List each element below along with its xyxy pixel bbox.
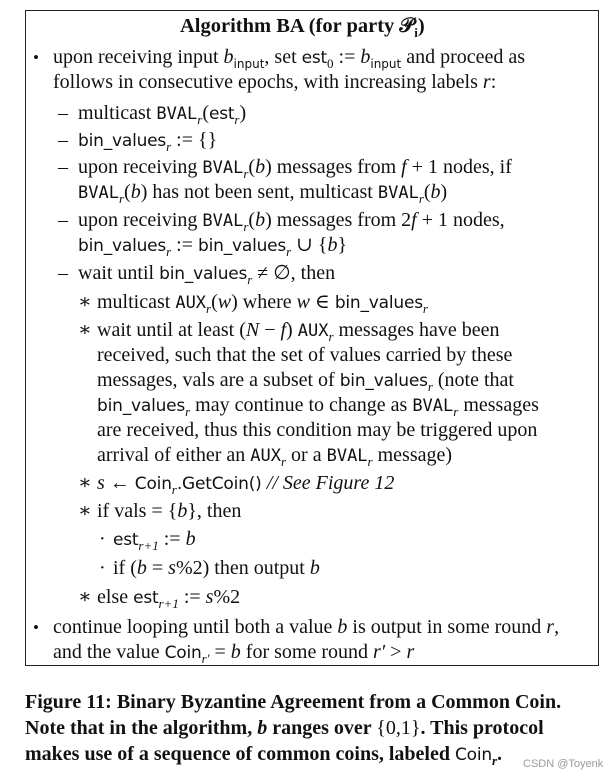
dash-5: – [58, 262, 68, 284]
star-1: ∗ [78, 291, 92, 313]
algo-line-2: follows in consecutive epochs, with increasing labels r: [53, 71, 497, 93]
algo-line-22: continue looping until both a value b is output in some round r, [53, 616, 560, 638]
algo-line-3: multicast $BVAL_r(est_r)$ [78, 102, 247, 127]
star-5: ∗ [78, 586, 92, 608]
algo-line-20: if (b = s%2) then output b [113, 557, 320, 579]
star-2: ∗ [78, 319, 92, 341]
bullet-upon-receiving-input: • [33, 48, 39, 67]
algo-line-13: messages, vals are a subset of bin_values$_r$ (note that [97, 369, 514, 394]
algo-line-15: are received, thus this condition may be triggered upon [97, 419, 538, 441]
algo-line-17: s ← Coin$_r$.GetCoin() // See Figure 12 [97, 472, 395, 497]
figure-caption-line-2: Note that in the algorithm, b ranges over {0,1}. This protocol [25, 717, 544, 739]
algo-line-10: multicast $AUX_r(w)$ where w ∈ bin_values$_r$ [97, 291, 428, 316]
algo-line-4: bin_values$_r$ := {} [78, 129, 218, 154]
star-4: ∗ [78, 500, 92, 522]
algo-line-8: bin_values$_r$ := bin_values$_r$ ∪ {b} [78, 234, 348, 259]
dot-2: · [99, 557, 106, 579]
algo-line-1: upon receiving input $b_{input}$, set est$_0$ := $b_{input}$ and proceed as [53, 46, 526, 71]
bullet-continue-looping: • [33, 618, 39, 637]
dash-4: – [58, 209, 68, 231]
figure-caption-line-3: makes use of a sequence of common coins, labeled Coin$_r$. [25, 743, 503, 768]
dash-1: – [58, 102, 68, 124]
algo-line-5: upon receiving $BVAL_r(b)$ messages from f + 1 nodes, if [78, 156, 512, 181]
dash-2: – [58, 129, 68, 151]
algo-line-12: received, such that the set of values carried by these [97, 344, 513, 366]
algo-line-19: est$_{r+1}$ := b [113, 528, 196, 553]
algo-line-14: bin_values$_r$ may continue to change as $BVAL_r$ messages [97, 394, 539, 419]
algo-line-23: and the value Coin$_{r'}$ = b for some round r′ > r [53, 641, 415, 666]
algo-line-7: upon receiving $BVAL_r(b)$ messages from 2f + 1 nodes, [78, 209, 505, 234]
dash-3: – [58, 156, 68, 178]
star-3: ∗ [78, 472, 92, 494]
algo-line-11: wait until at least (N − f) $AUX_r$ messages have been [97, 319, 500, 344]
algo-line-16: arrival of either an $AUX_r$ or a $BVAL_r$ message) [97, 444, 453, 469]
algo-line-6: $BVAL_r(b)$ has not been sent, multicast $BVAL_r(b)$ [78, 181, 448, 206]
algorithm-title: Algorithm BA (for party 𝒫$_i$) [180, 15, 425, 40]
watermark: CSDN @Toyenk [523, 758, 604, 770]
algo-line-21: else est$_{r+1}$ := s%2 [97, 586, 241, 611]
algo-line-18: if vals = {b}, then [97, 500, 242, 522]
figure-caption-line-1: Figure 11: Binary Byzantine Agreement from a Common Coin. [25, 691, 562, 713]
algo-line-9: wait until bin_values$_r$ ≠ ∅, then [78, 262, 336, 287]
dot-1: · [99, 528, 106, 550]
